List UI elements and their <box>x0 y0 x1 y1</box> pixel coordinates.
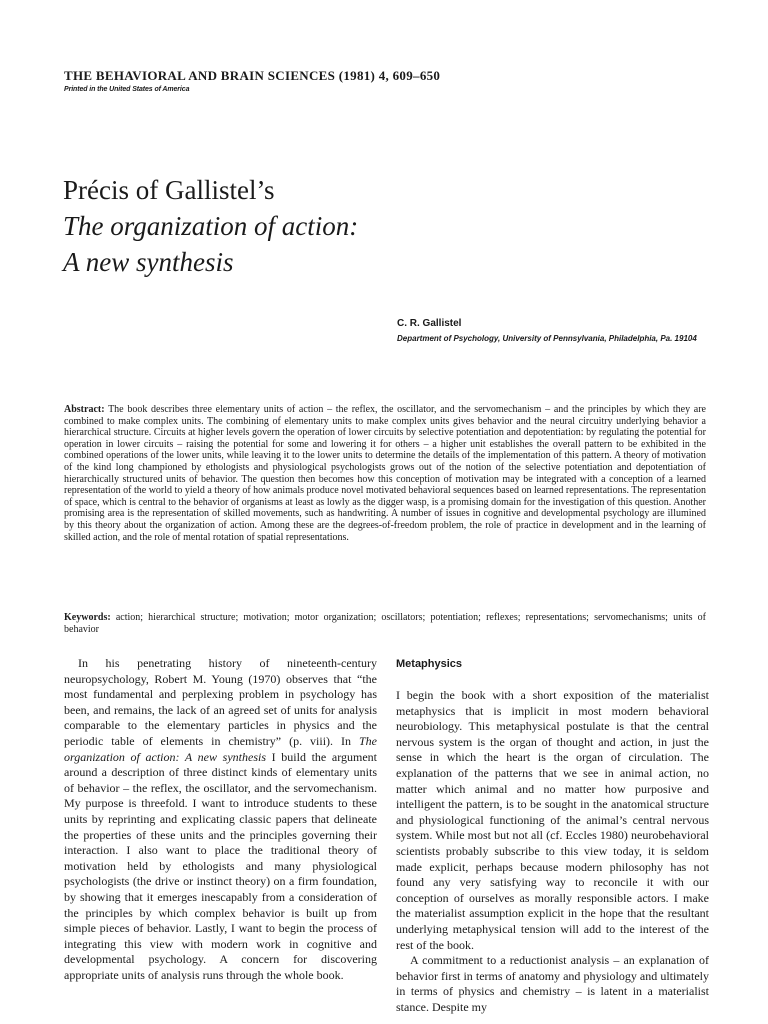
abstract-text: The book describes three elementary units of action – the reflex, the oscillator, and the servomechanism – and the principles by which they are combined to make complex units. The combining of elementary units to make complex units gives behavior and the neural circuitry underlying behavior a hierarchical structure. Circuits at higher levels govern the operation of lower circuits by selective potentiation and depotentiation: by regulating the potential for operation in lower circuits – raising the potential for some and lowering it for others – a higher unit establishes the overall pattern to be exhibited in the combined operations of the lower units, while leaving it to the lower units to determine the details of the implementation of this pattern. A theory of motivation of the kind long championed by ethologists and physiological psychologists grows out of the notion of the selective potentiation and depotentiation of hierarchically structured units of behavior. The question then becomes how this conception of motivation may be integrated with a conception of a learned representation of the world to yield a theory of how animals produce novel motivated behavioral sequences based on learned representations. The representation of space, which is central to the behavior of organisms at least as lowly as the digger wasp, is a promising domain for the investigation of this question. Another promising area is the representation of skilled movements, such as handwriting. A number of issues in cognitive and developmental psychology are illumined by this theory about the organization of action. Among these are the degrees-of-freedom problem, the role of practice in development and in the learning of skilled action, and the role of mental rotation of spatial representations. <box>64 404 706 543</box>
article-title <box>63 172 358 280</box>
keywords-text: action; hierarchical structure; motivation; motor organization; oscillators; potentiation; reflexes; representations; servomechanisms; units of behavior <box>64 612 706 635</box>
journal-citation: THE BEHAVIORAL AND BRAIN SCIENCES (1981) 4, 609–650 <box>64 68 441 83</box>
body-text: In his penetrating history of nineteenth-century neuropsychology, Robert M. Young (1970) observes that “the most fundamental and perplexing problem in psychology has been, and remains, the lack of an agreed set of units for analysis comparable to the elementary particles in physics and the periodic table of elements in chemistry” (p. viii). In <box>64 656 377 748</box>
left-column <box>64 656 377 983</box>
book-title-italic: The organization of action: A new synthesis <box>64 733 377 764</box>
title-line-3: A new synthesis <box>63 247 234 277</box>
keywords <box>64 612 706 636</box>
abstract <box>64 404 706 543</box>
body-paragraph: A commitment to a reductionist analysis – an explanation of behavior first in terms of anatomy and physiology and ultimately in terms of physics and chemistry – is latent in a materialist stance. Despite my <box>396 953 709 1014</box>
body-text: I build the argument around a description of three distinct kinds of elementary units of behavior – the reflex, the oscillator, and the servomechanism. My purpose is threefold. I want to introduce students to these units by reprinting and explicating classic papers that delineate the properties of these units and the principles governing their interaction. I also want to place the traditional theory of motivation held by ethologists and many physiological psychologists (the drive or instinct theory) on a firm foundation, by showing that it emerges inescapably from a consideration of the principles by which complex behavior is built up from simple pieces of behavior. Lastly, I want to begin the process of integrating this view with modern work in cognitive and developmental psychology. A concern for discovering appropriate units of analysis runs through the whole book. <box>64 749 377 982</box>
section-heading: Metaphysics <box>396 658 463 670</box>
body-paragraph <box>64 656 377 983</box>
title-line-1: Précis of Gallistel’s <box>63 175 275 205</box>
body-paragraph: I begin the book with a short exposition of the materialist metaphysics that is implicit in most modern behavioral neurobiology. This metaphysical postulate is that the central nervous system is the organ of thought and action, in just the sense in which the heart is the organ of circulation. The explanation of the patterns that we see in animal action, no matter which animal and no matter how purposive and intelligent the pattern, is to be sought in the anatomical structure and physiological functioning of the animal’s central nervous system. While most but not all (cf. Eccles 1980) neurobehavioral scientists probably subscribe to this view today, it is seldom made explicit, perhaps because modern philosophy has not found any very satisfying way to reconcile it with our conception of ourselves as morally responsible actors. I make the materialist assumption explicit in the hope that the resultant underlying metaphysical tension will add to the interest of the rest of the book. <box>396 688 709 952</box>
printed-note: Printed in the United States of America <box>64 86 190 93</box>
author-name: C. R. Gallistel <box>397 318 462 329</box>
author-affiliation: Department of Psychology, University of Pennsylvania, Philadelphia, Pa. 19104 <box>397 334 697 343</box>
keywords-label: Keywords: <box>64 612 111 623</box>
right-column <box>396 656 709 1015</box>
title-line-2: The organization of action: <box>63 211 359 241</box>
abstract-label: Abstract: <box>64 404 105 415</box>
